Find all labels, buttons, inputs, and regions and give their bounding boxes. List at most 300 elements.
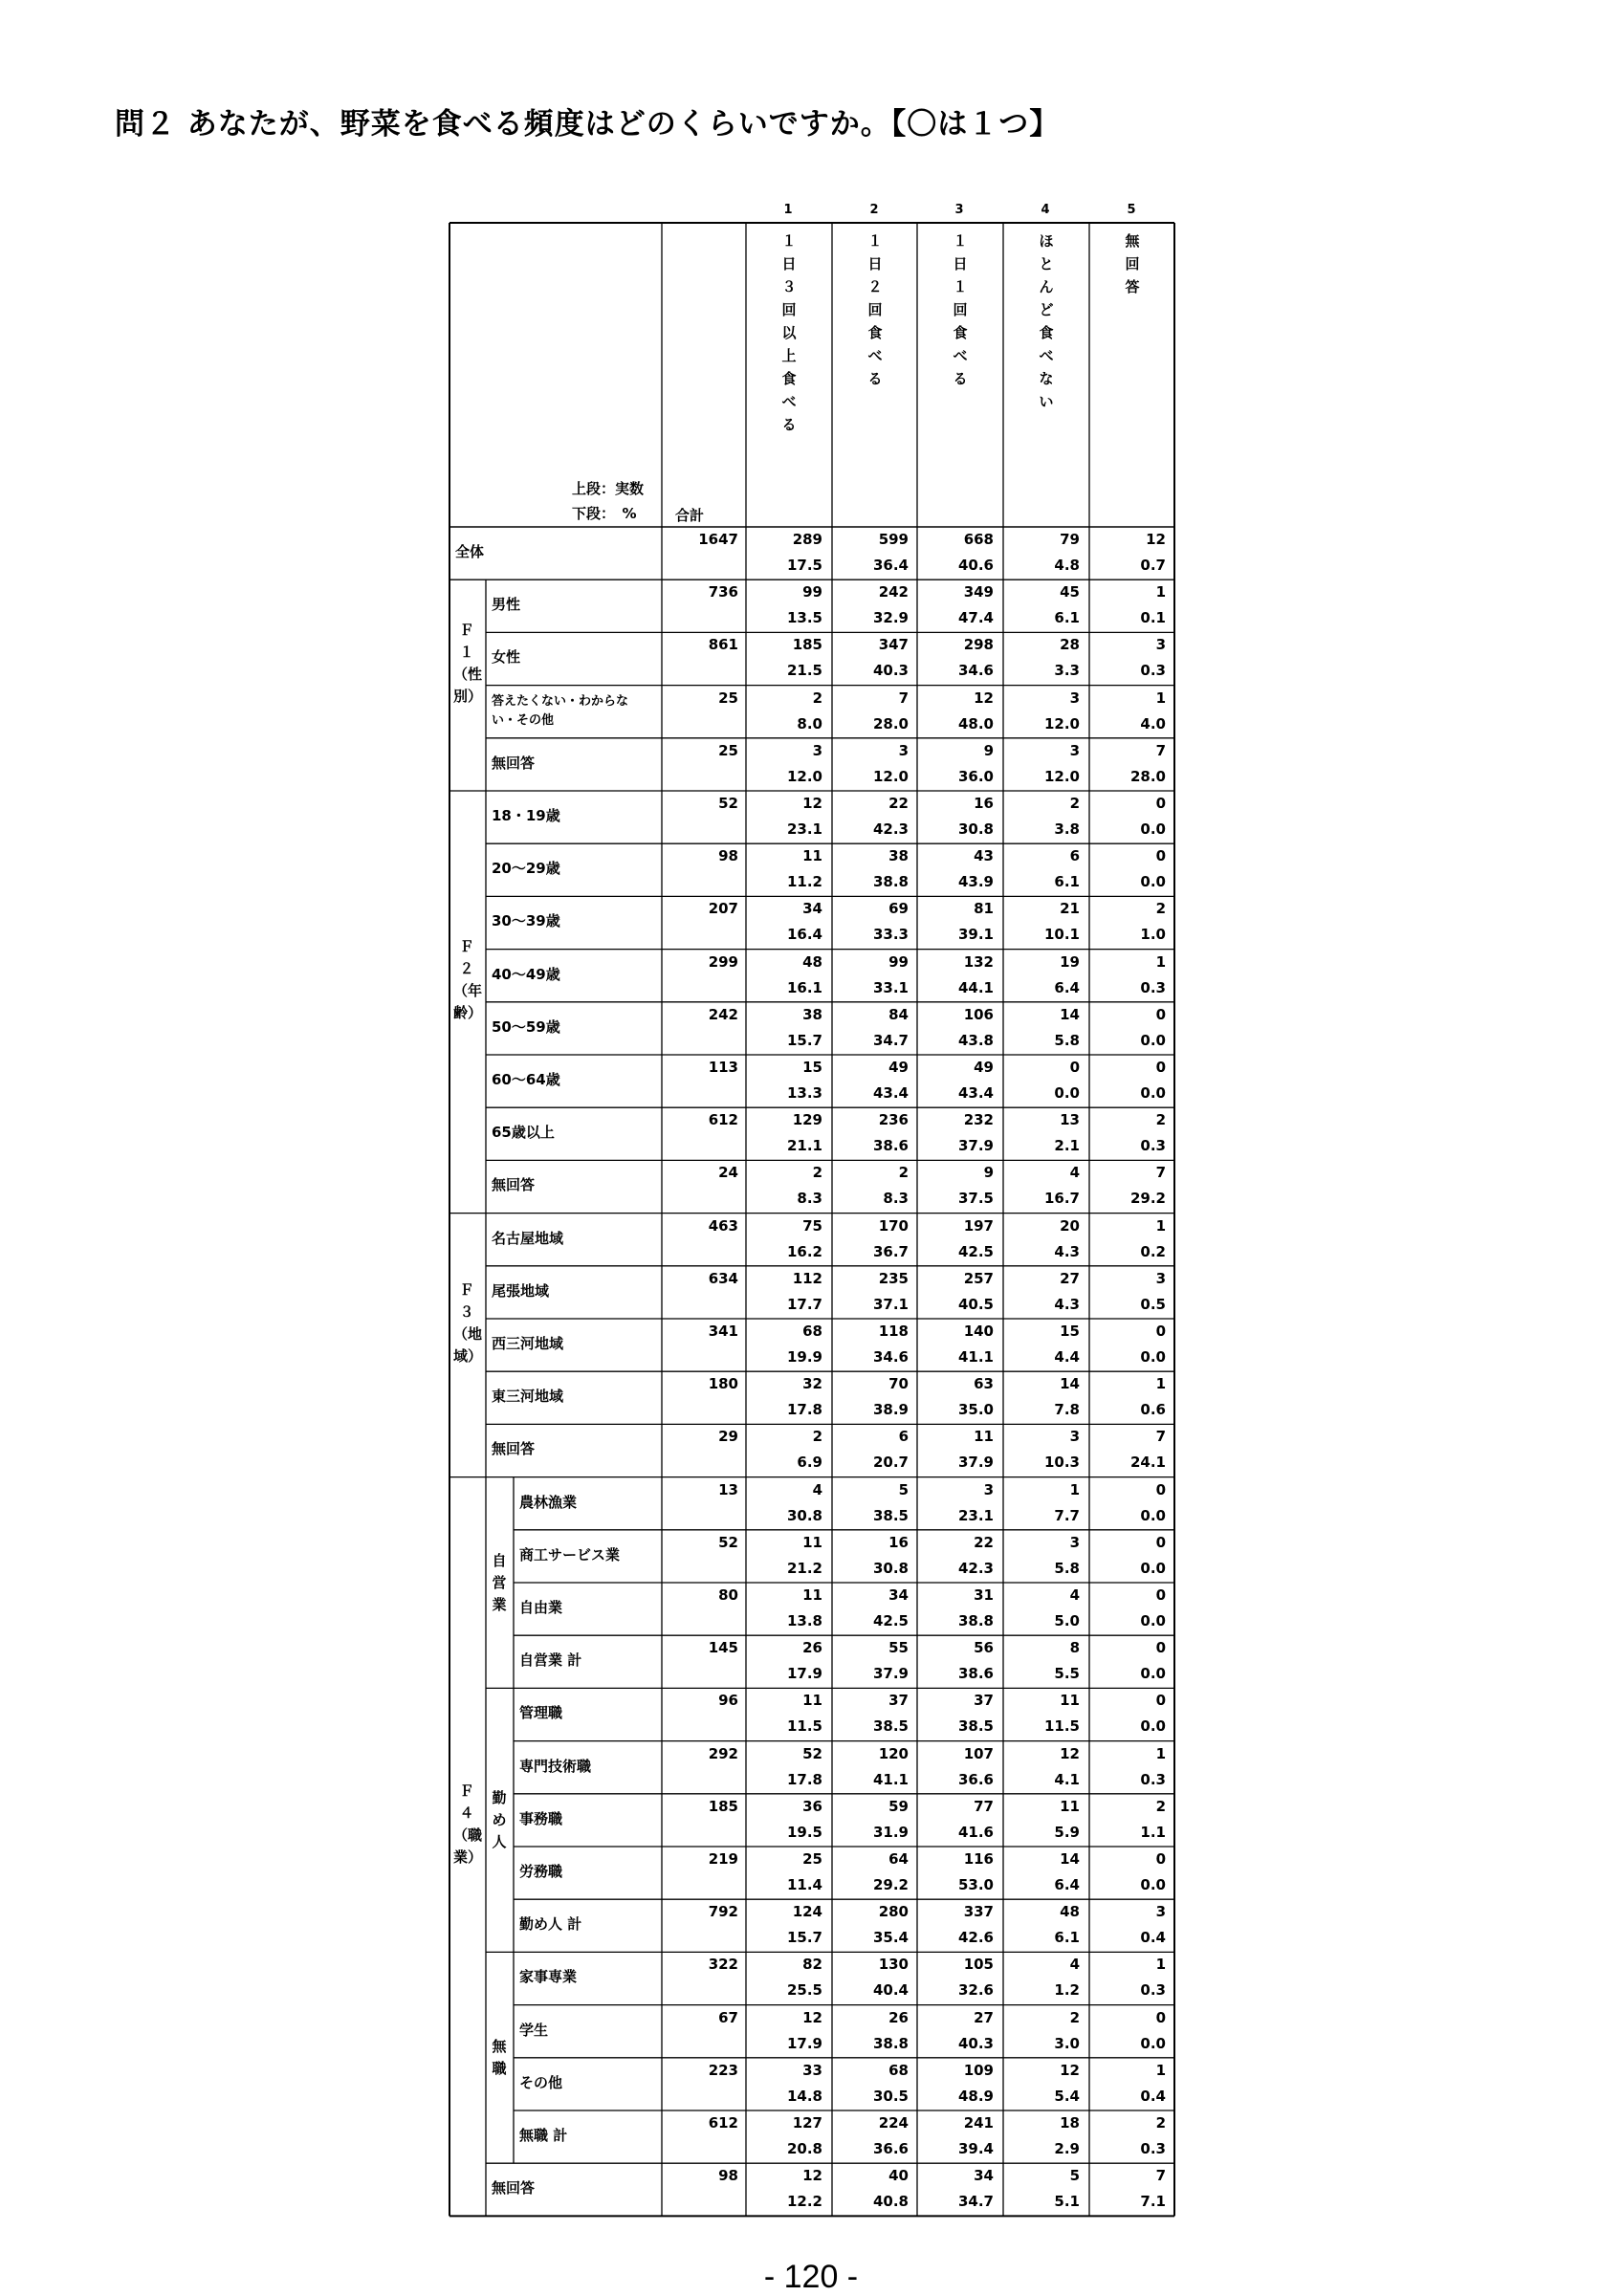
column-header-1: １日３回以上食べる [781,232,797,433]
cell-count: 19 [1060,952,1080,971]
group-label: Ｆ３（地域） [453,1280,483,1365]
cell-percent: 21.5 [786,662,822,680]
subgroup-label: 勤め人 [492,1788,507,1850]
cell-count: 15 [1060,1323,1080,1340]
cell-count: 70 [888,1375,909,1393]
cell-count: 7 [898,689,909,707]
row-label: 自営業 計 [519,1651,582,1670]
cell-count: 298 [963,636,994,654]
cell-percent: 19.5 [786,1823,822,1841]
cell-percent: 11.5 [786,1717,822,1736]
cell-percent: 0.0 [1140,2034,1166,2052]
cell-percent: 5.8 [1054,1031,1080,1049]
cell-percent: 53.0 [957,1876,994,1893]
row-total: 96 [718,1692,738,1710]
cell-percent: 4.0 [1140,714,1166,733]
cell-count: 1 [1155,952,1166,971]
cell-percent: 24.1 [1129,1454,1166,1472]
cell-count: 59 [888,1797,909,1815]
cell-count: 0 [1155,847,1166,865]
row-total: 80 [718,1586,738,1604]
cell-percent: 16.2 [786,1242,822,1260]
cell-count: 1 [1155,1375,1166,1393]
cell-count: 3 [1069,1428,1080,1446]
cell-count: 69 [888,900,909,918]
cell-percent: 38.5 [957,1717,994,1736]
cell-count: 127 [792,2114,822,2132]
row-label: 事務職 [519,1809,563,1827]
cell-count: 84 [888,1005,909,1023]
cell-count: 0 [1155,2008,1166,2026]
cell-percent: 17.9 [786,1665,822,1683]
cell-percent: 0.4 [1140,1929,1166,1947]
row-total: 52 [718,1533,738,1551]
page-title: 問２ あなたが、野菜を食べる頻度はどのくらいですか。【〇は１つ】 [115,107,1061,142]
column-header-2: １日２回食べる [867,232,883,387]
cell-percent: 5.9 [1054,1823,1080,1841]
cell-percent: 3.0 [1054,2034,1080,2052]
cell-count: 27 [1060,1269,1080,1287]
cell-percent: 30.8 [872,1559,909,1577]
row-label: 全体 [455,543,485,560]
cell-count: 21 [1060,900,1080,918]
row-label: 無職 計 [519,2127,568,2144]
cell-percent: 43.4 [872,1084,909,1102]
cell-percent: 7.8 [1054,1401,1080,1419]
cell-percent: 40.3 [872,662,909,680]
subgroup-label: 自営業 [492,1551,507,1613]
cell-count: 2 [1069,2008,1080,2026]
cell-count: 347 [878,636,909,654]
cell-percent: 4.8 [1054,557,1080,574]
cell-percent: 40.5 [957,1295,994,1313]
row-total: 223 [708,2061,738,2079]
cell-percent: 29.2 [1129,1190,1166,1208]
cell-percent: 0.3 [1140,1770,1166,1788]
cell-count: 0 [1155,1850,1166,1868]
cell-percent: 30.8 [957,820,994,838]
row-label: 尾張地域 [492,1281,550,1300]
cell-count: 34 [802,900,822,918]
row-total: 98 [718,847,738,865]
cell-count: 40 [888,2167,909,2185]
cell-percent: 0.0 [1140,1031,1166,1049]
cell-percent: 42.3 [872,820,909,838]
cell-count: 0 [1155,1323,1166,1340]
cell-percent: 33.1 [872,978,909,996]
cell-percent: 25.5 [786,1981,822,2000]
cell-count: 349 [963,583,994,601]
cell-percent: 21.1 [786,1137,822,1155]
cell-count: 1 [1155,583,1166,601]
row-total: 634 [708,1269,738,1287]
column-header-3: １日１回食べる [953,232,968,387]
row-label: 50～59歳 [492,1017,560,1036]
cell-count: 106 [963,1005,994,1023]
cell-percent: 5.5 [1054,1665,1080,1683]
cell-percent: 17.9 [786,2034,822,2052]
row-label: 労務職 [519,1863,563,1880]
cell-count: 107 [963,1744,994,1762]
cell-percent: 1.1 [1140,1823,1166,1841]
cell-count: 11 [802,1533,822,1551]
row-total: 25 [718,689,738,707]
cell-count: 5 [1069,2167,1080,2185]
cell-percent: 8.3 [883,1190,909,1208]
cell-percent: 43.9 [957,873,994,891]
cell-percent: 17.8 [786,1401,822,1419]
cell-count: 45 [1060,583,1080,601]
cell-percent: 12.0 [1043,714,1080,733]
cell-count: 337 [963,1903,994,1921]
cell-percent: 13.3 [786,1084,822,1102]
row-label: 60～64歳 [492,1071,560,1088]
cell-percent: 5.8 [1054,1559,1080,1577]
cell-count: 64 [888,1850,909,1868]
cell-count: 16 [888,1533,909,1551]
cell-count: 3 [1155,636,1166,654]
cell-count: 7 [1155,1164,1166,1182]
cell-percent: 38.6 [957,1665,994,1683]
cell-percent: 34.7 [872,1031,909,1049]
cell-percent: 19.9 [786,1348,822,1366]
cell-percent: 16.4 [786,926,822,944]
cell-percent: 5.0 [1054,1612,1080,1629]
row-label: 無回答 [492,1440,536,1458]
cell-count: 3 [1069,741,1080,759]
cell-percent: 6.4 [1054,978,1080,996]
cell-percent: 3.3 [1054,662,1080,680]
cell-percent: 4.4 [1054,1348,1080,1366]
row-total: 1647 [698,531,738,548]
cell-percent: 15.7 [786,1929,822,1947]
cell-percent: 0.3 [1140,662,1166,680]
row-total: 219 [708,1850,738,1868]
row-total: 145 [708,1639,738,1657]
cell-count: 20 [1060,1216,1080,1235]
cell-count: 38 [802,1005,822,1023]
cell-count: 5 [898,1480,909,1498]
cell-count: 1 [1155,1956,1166,1974]
cell-count: 12 [802,2008,822,2026]
cell-percent: 42.5 [872,1612,909,1629]
cell-count: 1 [1155,1216,1166,1235]
cell-count: 197 [963,1216,994,1235]
cell-percent: 38.8 [957,1612,994,1629]
cell-percent: 36.0 [957,767,994,785]
cell-count: 3 [812,741,822,759]
cell-count: 0 [1155,1586,1166,1604]
cell-count: 116 [963,1850,994,1868]
cell-count: 3 [1155,1269,1166,1287]
cell-percent: 43.8 [957,1031,994,1049]
cell-percent: 37.9 [957,1137,994,1155]
cell-percent: 0.0 [1054,1084,1080,1102]
cell-count: 289 [792,531,822,548]
cell-count: 3 [898,741,909,759]
cell-count: 7 [1155,1428,1166,1446]
cell-count: 2 [1155,1111,1166,1129]
cell-percent: 0.0 [1140,1665,1166,1683]
cell-count: 22 [888,795,909,812]
cell-percent: 39.4 [957,2140,994,2157]
column-number: 3 [954,203,964,217]
row-label: 管理職 [519,1704,563,1722]
cell-percent: 0.5 [1140,1295,1166,1313]
cell-count: 109 [963,2061,994,2079]
cell-count: 26 [888,2008,909,2026]
cell-percent: 28.0 [1129,767,1166,785]
cell-count: 82 [802,1956,822,1974]
cell-percent: 16.7 [1043,1190,1080,1208]
cell-count: 63 [974,1375,994,1393]
cell-percent: 38.5 [872,1717,909,1736]
cell-percent: 0.3 [1140,1137,1166,1155]
cell-count: 68 [888,2061,909,2079]
cell-percent: 36.6 [957,1770,994,1788]
stub-caption-line2: 下段： % [572,505,637,522]
cell-count: 6 [898,1428,909,1446]
cell-percent: 4.3 [1054,1242,1080,1260]
row-total: 292 [708,1744,738,1762]
cell-count: 75 [802,1216,822,1235]
group-label: Ｆ４（職業） [453,1782,483,1866]
cell-percent: 6.1 [1054,1929,1080,1947]
row-total: 24 [718,1164,738,1182]
cell-percent: 32.9 [872,609,909,627]
cell-count: 0 [1155,1639,1166,1657]
cell-percent: 48.9 [957,2087,994,2105]
cell-percent: 41.1 [957,1348,994,1366]
cell-count: 25 [802,1850,822,1868]
cell-percent: 41.1 [872,1770,909,1788]
cell-count: 112 [792,1269,822,1287]
cell-percent: 37.9 [872,1665,909,1683]
cell-count: 34 [974,2167,994,2185]
cell-percent: 20.7 [872,1454,909,1472]
cell-count: 14 [1060,1375,1080,1393]
cell-count: 9 [983,1164,994,1182]
cell-count: 0 [1155,1692,1166,1710]
cell-percent: 38.5 [872,1506,909,1524]
cell-percent: 3.8 [1054,820,1080,838]
cell-count: 11 [974,1428,994,1446]
cell-percent: 34.6 [957,662,994,680]
column-header-5: 無回答 [1125,232,1140,295]
cell-percent: 42.5 [957,1242,994,1260]
cell-percent: 1.2 [1054,1981,1080,2000]
cell-count: 7 [1155,2167,1166,2185]
row-label: 65歳以上 [492,1124,555,1142]
row-total: 612 [708,1111,738,1129]
row-label: 男性 [492,596,521,614]
cell-count: 15 [802,1059,822,1076]
cell-percent: 48.0 [957,714,994,733]
row-label: 学生 [519,2021,549,2039]
total-column-header: 合計 [675,507,705,524]
cell-count: 0 [1155,1480,1166,1498]
cell-percent: 0.3 [1140,1981,1166,2000]
cell-count: 11 [802,847,822,865]
cell-count: 18 [1060,2114,1080,2132]
row-label: 無回答 [492,1176,536,1194]
cell-percent: 0.0 [1140,820,1166,838]
cell-count: 11 [1060,1797,1080,1815]
cell-percent: 38.8 [872,2034,909,2052]
cell-count: 13 [1060,1111,1080,1129]
row-label: 20～29歳 [492,860,560,878]
cell-count: 0 [1155,795,1166,812]
cell-count: 242 [878,583,909,601]
cell-count: 28 [1060,636,1080,654]
cell-percent: 7.7 [1054,1506,1080,1524]
row-label: 農林漁業 [519,1493,578,1511]
column-number: 2 [869,203,879,217]
row-total: 185 [708,1797,738,1815]
cell-percent: 42.3 [957,1559,994,1577]
cell-count: 0 [1155,1533,1166,1551]
cell-count: 33 [802,2061,822,2079]
cell-count: 9 [983,741,994,759]
cell-percent: 35.4 [872,1929,909,1947]
cell-count: 4 [1069,1586,1080,1604]
cell-percent: 12.0 [786,767,822,785]
row-label: 家事専業 [519,1968,578,1986]
cell-percent: 6.1 [1054,609,1080,627]
cell-count: 130 [878,1956,909,1974]
cell-count: 2 [812,1164,822,1182]
cell-percent: 40.3 [957,2034,994,2052]
cell-percent: 40.4 [872,1981,909,2000]
cell-percent: 12.0 [1043,767,1080,785]
cell-count: 32 [802,1375,822,1393]
cell-count: 2 [1069,795,1080,812]
cell-count: 26 [802,1639,822,1657]
cell-percent: 21.2 [786,1559,822,1577]
cell-percent: 0.0 [1140,1084,1166,1102]
group-label: Ｆ１（性別） [453,621,483,705]
row-total: 180 [708,1375,738,1393]
row-total: 463 [708,1216,738,1235]
cell-count: 2 [898,1164,909,1182]
cell-count: 241 [963,2114,994,2132]
cell-count: 0 [1155,1059,1166,1076]
cell-percent: 34.7 [957,2193,994,2211]
cell-percent: 36.6 [872,2140,909,2157]
cell-count: 55 [888,1639,909,1657]
cell-percent: 6.1 [1054,873,1080,891]
cell-percent: 0.7 [1140,557,1166,574]
cell-count: 3 [1069,689,1080,707]
cell-percent: 16.1 [786,978,822,996]
cell-count: 0 [1155,1005,1166,1023]
cell-percent: 0.0 [1140,1876,1166,1893]
cell-percent: 42.6 [957,1929,994,1947]
cell-percent: 30.5 [872,2087,909,2105]
cell-count: 124 [792,1903,822,1921]
row-total: 341 [708,1323,738,1340]
cell-percent: 8.0 [797,714,822,733]
cell-count: 49 [888,1059,909,1076]
cell-count: 11 [802,1692,822,1710]
cell-percent: 38.6 [872,1137,909,1155]
cell-count: 79 [1060,531,1080,548]
row-label: その他 [519,2073,563,2091]
row-label: 勤め人 計 [519,1915,582,1934]
row-total: 52 [718,795,738,812]
cell-count: 105 [963,1956,994,1974]
cell-percent: 12.0 [872,767,909,785]
cell-count: 27 [974,2008,994,2026]
cell-count: 3 [1069,1533,1080,1551]
cell-percent: 0.4 [1140,2087,1166,2105]
cell-count: 16 [974,795,994,812]
cell-percent: 23.1 [786,820,822,838]
cell-count: 4 [1069,1164,1080,1182]
cell-percent: 0.2 [1140,1242,1166,1260]
cell-count: 170 [878,1216,909,1235]
cell-percent: 11.2 [786,873,822,891]
cell-percent: 0.0 [1140,1559,1166,1577]
cell-count: 31 [974,1586,994,1604]
cell-count: 11 [802,1586,822,1604]
cell-count: 12 [1060,2061,1080,2079]
cell-count: 668 [963,531,994,548]
group-label: Ｆ２（年齢） [453,937,483,1021]
stub-caption-line1: 上段：実数 [572,480,645,497]
cell-count: 224 [878,2114,909,2132]
row-label: 東三河地域 [492,1388,564,1406]
cell-count: 1 [1155,1744,1166,1762]
cell-count: 12 [802,795,822,812]
cell-count: 1 [1155,689,1166,707]
cell-percent: 47.4 [957,609,994,627]
cell-percent: 43.4 [957,1084,994,1102]
cell-percent: 38.9 [872,1401,909,1419]
row-total: 792 [708,1903,738,1921]
cell-count: 12 [974,689,994,707]
row-label: 無回答 [492,754,536,772]
row-label: 30～39歳 [492,912,560,930]
cell-count: 236 [878,1111,909,1129]
cell-percent: 37.1 [872,1295,909,1313]
cell-percent: 17.5 [786,557,822,574]
cell-count: 235 [878,1269,909,1287]
cell-count: 3 [1155,1903,1166,1921]
cell-count: 48 [1060,1903,1080,1921]
cell-count: 12 [802,2167,822,2185]
cell-percent: 37.9 [957,1454,994,1472]
column-number: 5 [1127,203,1136,217]
cell-percent: 28.0 [872,714,909,733]
cell-count: 599 [878,531,909,548]
row-label: 専門技術職 [519,1757,592,1775]
row-label: 女性 [492,648,521,667]
cell-count: 99 [802,583,822,601]
cell-percent: 30.8 [786,1506,822,1524]
cell-percent: 0.0 [1140,1612,1166,1629]
row-total: 861 [708,636,738,654]
row-total: 113 [708,1059,738,1076]
cell-percent: 17.8 [786,1770,822,1788]
row-total: 322 [708,1956,738,1974]
row-label: 商工サービス業 [519,1545,621,1563]
row-label: 40～49歳 [492,965,560,983]
cell-count: 2 [812,689,822,707]
cell-count: 36 [802,1797,822,1815]
row-label: 無回答 [492,2179,536,2198]
cell-percent: 0.3 [1140,2140,1166,2157]
